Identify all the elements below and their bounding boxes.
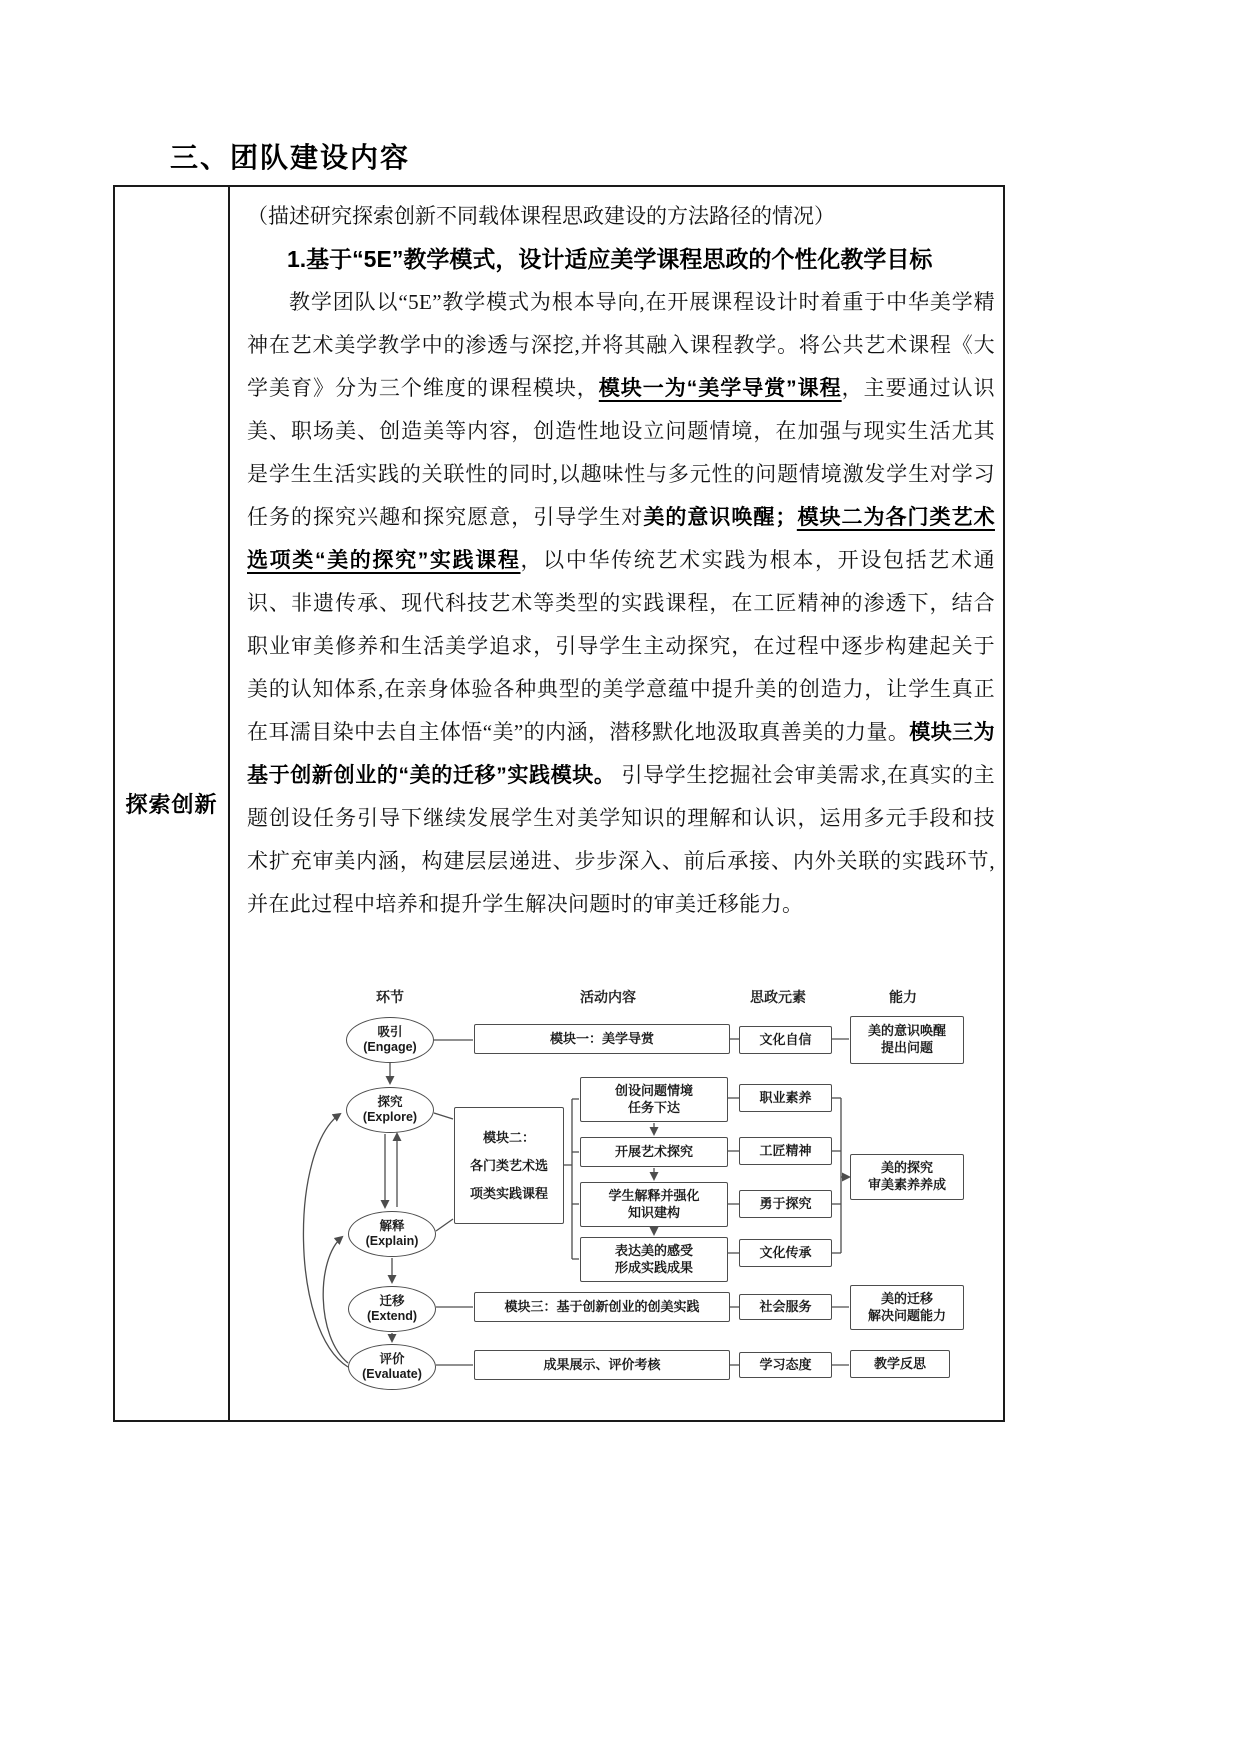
module2-line: 项类实践课程: [469, 1186, 548, 1201]
stage-label-en: (Extend): [367, 1309, 417, 1323]
module2-line: 模块二：: [482, 1130, 535, 1145]
paragraph-segment-awakening: 美的意识唤醒: [643, 506, 776, 529]
column-header-activity: 活动内容: [580, 989, 636, 1005]
module2-line: 各门类艺术选: [469, 1158, 548, 1173]
stage-label-en: (Explore): [362, 1110, 418, 1124]
stage-ellipse-extend: [348, 1286, 436, 1332]
ideology-box-heritage: 文化传承: [739, 1239, 832, 1267]
stage-label: 评价: [379, 1352, 405, 1366]
stage-label-en: (Evaluate): [362, 1367, 422, 1381]
paragraph-segment: 教学团队以“5E”教学模式为根本导向,在开展课程设计时着重于中华美学精神在艺术美学教学中的渗透与深挖,并将其融入课程教学。将公共艺术课程《大学美育》分为三个维度的课程模块，: [247, 290, 995, 400]
column-header-ideology: 思政元素: [750, 989, 806, 1005]
stage-label: 探究: [377, 1095, 403, 1109]
ability-line: 提出问题: [880, 1040, 933, 1055]
ability-box-exploration: [850, 1154, 964, 1200]
sub-activity-box-2: 开展艺术探究: [580, 1137, 728, 1167]
ability-line: 审美素养养成: [867, 1177, 946, 1192]
ideology-box-culture-confidence: 文化自信: [739, 1026, 832, 1054]
ability-line: 美的探究: [880, 1160, 933, 1176]
ability-line: 美的迁移: [880, 1290, 933, 1306]
stage-ellipse-evaluate: [348, 1344, 436, 1390]
paragraph-segment-module2: 模块二为各门类艺术选项类“美的探究”实践课程: [247, 506, 995, 572]
description-note: （描述研究探索创新不同载体课程思政建设的方法路径的情况）: [247, 204, 835, 228]
ideology-box-craftsman: 工匠精神: [739, 1137, 832, 1165]
paragraph-segment: ，以中华传统艺术实践为根本，开设包括艺术通识、非遗传承、现代科技艺术等类型的实践课程，在工匠精神的渗透下，结合职业审美修养和生活美学追求，引导学生主动探究，在过程中逐步构建起关于美的认知体系,在亲身体验各种典型的美学意蕴中提升美的创造力，让学生真正在耳濡目染中去自主体悟“美”的内涵，潜移默化地汲取真善美的力量。: [247, 548, 995, 744]
sub-activity-line: 表达美的感受: [614, 1242, 693, 1258]
module3-box: 模块三：基于创新创业的创美实践: [474, 1292, 730, 1322]
stage-ellipse-engage: [346, 1017, 434, 1063]
paragraph-segment-module3: 模块三为基于创新创业的“美的迁移”实践模块。: [247, 721, 995, 787]
module1-box: 模块一：美学导赏: [474, 1024, 730, 1054]
stage-label-en: (Engage): [363, 1040, 417, 1054]
ability-box-transfer: [850, 1285, 964, 1330]
stage-label: 吸引: [377, 1025, 403, 1039]
column-header-stage: 环节: [376, 989, 404, 1005]
row-label-cell: [115, 187, 230, 1420]
sub-activity-line: 形成实践成果: [614, 1259, 693, 1275]
sub-activity-line: 任务下达: [627, 1099, 680, 1115]
stage-label: 解释: [379, 1219, 405, 1233]
sub-activity-box-1: [580, 1077, 728, 1122]
ability-line: 解决问题能力: [867, 1307, 946, 1323]
paragraph-segment-module1: 模块一为“美学导赏”课程: [598, 377, 842, 400]
ability-box-awareness: [850, 1016, 964, 1064]
stage-ellipse-explore: [346, 1087, 434, 1133]
column-header-ability: 能力: [889, 989, 917, 1005]
evaluate-activity-box: 成果展示、评价考核: [474, 1350, 730, 1380]
paragraph-segment: 引导学生挖掘社会审美需求,在真实的主题创设任务引导下继续发展学生对美学知识的理解和认识，运用多元手段和技术扩充审美内涵，构建层层递进、步步深入、前后承接、内外关联的实践环节,并在此过程中培养和提升学生解决问题时的审美迁移能力。: [247, 763, 995, 916]
stage-ellipse-explain: [348, 1211, 436, 1257]
paragraph-segment: ，主要通过认识美、职场美、创造美等内容，创造性地设立问题情境，在加强与现实生活尤其是学生生活实践的关联性的同时,以趣味性与多元性的问题情境激发学生对学习任务的探究兴趣和探究愿意，引导学生对: [247, 376, 995, 529]
sub-activity-box-3: [580, 1182, 728, 1227]
stage-label: 迁移: [379, 1294, 405, 1308]
module2-box: [454, 1107, 564, 1224]
sub-activity-line: 知识建构: [627, 1204, 680, 1220]
cell-content: [247, 195, 995, 926]
sub-activity-line: 创设问题情境: [614, 1082, 693, 1098]
ability-box-reflection: 教学反思: [850, 1350, 950, 1378]
5e-flow-diagram: [230, 987, 1007, 1419]
ideology-box-professional: 职业素养: [739, 1084, 832, 1112]
paragraph-segment-semicolon: ；: [775, 506, 797, 529]
ability-line: 美的意识唤醒: [867, 1023, 946, 1039]
stage-label-en: (Explain): [365, 1234, 419, 1248]
ideology-box-social-service: 社会服务: [739, 1294, 832, 1320]
ideology-box-learning-attitude: 学习态度: [739, 1352, 832, 1378]
sub-activity-line: 学生解释并强化: [608, 1187, 700, 1203]
content-table: [113, 185, 1005, 1422]
row-label: 探索创新: [125, 792, 218, 817]
sub-activity-box-4: [580, 1237, 728, 1282]
ideology-box-courage: 勇于探究: [739, 1190, 832, 1218]
page-title: 三、团队建设内容: [170, 142, 411, 173]
section-heading: 1.基于“5E”教学模式，设计适应美学课程思政的个性化教学目标: [287, 246, 933, 272]
body-paragraph: [247, 281, 995, 926]
